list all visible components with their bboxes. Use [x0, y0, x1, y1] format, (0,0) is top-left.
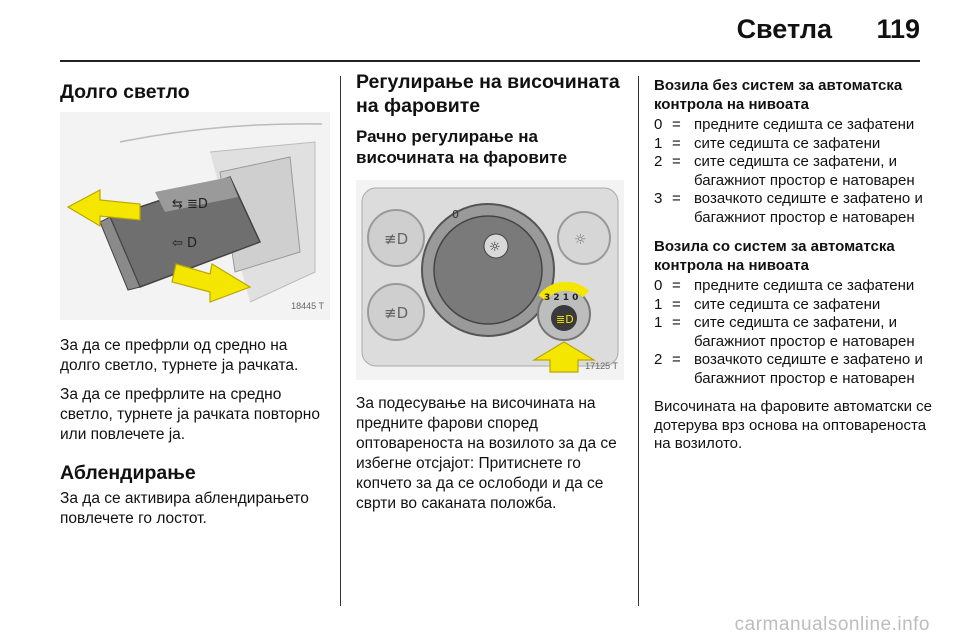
list-item: 0 = предните седишта се зафатени — [654, 116, 915, 133]
list-item: 1 = сите седишта се зафатени, и багажниот простор е натоварен — [654, 314, 915, 350]
heading-headlight-range: Регулирање на височината на фаровите — [356, 71, 620, 117]
column-1 — [60, 70, 328, 538]
stalk-illustration — [60, 112, 330, 320]
svg-text:≣D: ≣D — [556, 313, 574, 326]
heading-with-leveling: Возила со систем за автоматска контрола на нивоата — [654, 238, 895, 274]
figure-number: 18445 T — [291, 301, 324, 311]
watermark: carmanualsonline.info — [734, 614, 930, 635]
paragraph-high-beam: За да се префрли од средно на долго светло, турнете ја рачката. — [60, 337, 299, 374]
low-beam-symbol: ⇦ D — [172, 236, 198, 251]
svg-text:☼: ☼ — [574, 232, 587, 248]
heading-flash: Аблендирање — [60, 462, 196, 484]
page-number: 119 — [876, 14, 920, 44]
range-scale-label: 3 2 1 0 — [544, 293, 579, 303]
figure-stalk — [60, 112, 330, 320]
paragraph-auto-leveling: Височината на фаровите автоматски се дотерува врз основа на оптовареноста на возилото. — [654, 398, 932, 452]
list-item: 0 = предните седишта се зафатени — [654, 277, 915, 294]
svg-text:≢D: ≢D — [384, 230, 409, 248]
header-divider — [60, 60, 920, 62]
high-beam-symbol: ⇆ ≣D — [172, 197, 208, 212]
figure-light-switch — [356, 180, 624, 380]
svg-text:☼: ☼ — [489, 240, 501, 255]
switch-off-label: 0 — [452, 208, 459, 221]
list-without-leveling — [654, 116, 934, 227]
column-divider-1 — [340, 76, 341, 606]
heading-manual-range: Рачно регулирање на височината на фаровите — [356, 127, 568, 167]
list-item: 1 = сите седишта се зафатени — [654, 295, 881, 313]
light-switch-illustration — [356, 180, 624, 380]
paragraph-range-adjust: За подесување на височината на предните фарови според оптовареноста на возилото за да се избегне отсјајот: Притиснете го копчето за да се ослободи и да се сврти во саканата положба. — [356, 395, 617, 512]
svg-text:≢D: ≢D — [384, 304, 409, 322]
section-title: Светла — [736, 14, 832, 44]
list-item: 2 = сите седишта се зафатени, и багажниот простор е натоварен — [654, 153, 915, 189]
column-2 — [356, 70, 628, 523]
list-item: 2 = возачкото седиште е зафатено и багажниот простор е натоварен — [654, 351, 923, 387]
figure-number: 17125 T — [585, 361, 618, 371]
column-divider-2 — [638, 76, 639, 606]
heading-high-beam: Долго светло — [60, 81, 190, 103]
paragraph-flash: За да се активира аблендирањето повлечете го лостот. — [60, 490, 309, 527]
list-with-leveling — [654, 277, 934, 388]
list-item: 1 = сите седишта се зафатени — [654, 134, 881, 152]
paragraph-low-beam: За да се префрлите на средно светло, турнете ја рачката повторно или повлечете ја. — [60, 386, 320, 443]
heading-without-leveling: Возила без систем за автоматска контрола на нивоата — [654, 77, 903, 113]
column-3 — [654, 76, 934, 463]
list-item: 3 = возачкото седиште е зафатено и багажниот простор е натоварен — [654, 190, 923, 226]
